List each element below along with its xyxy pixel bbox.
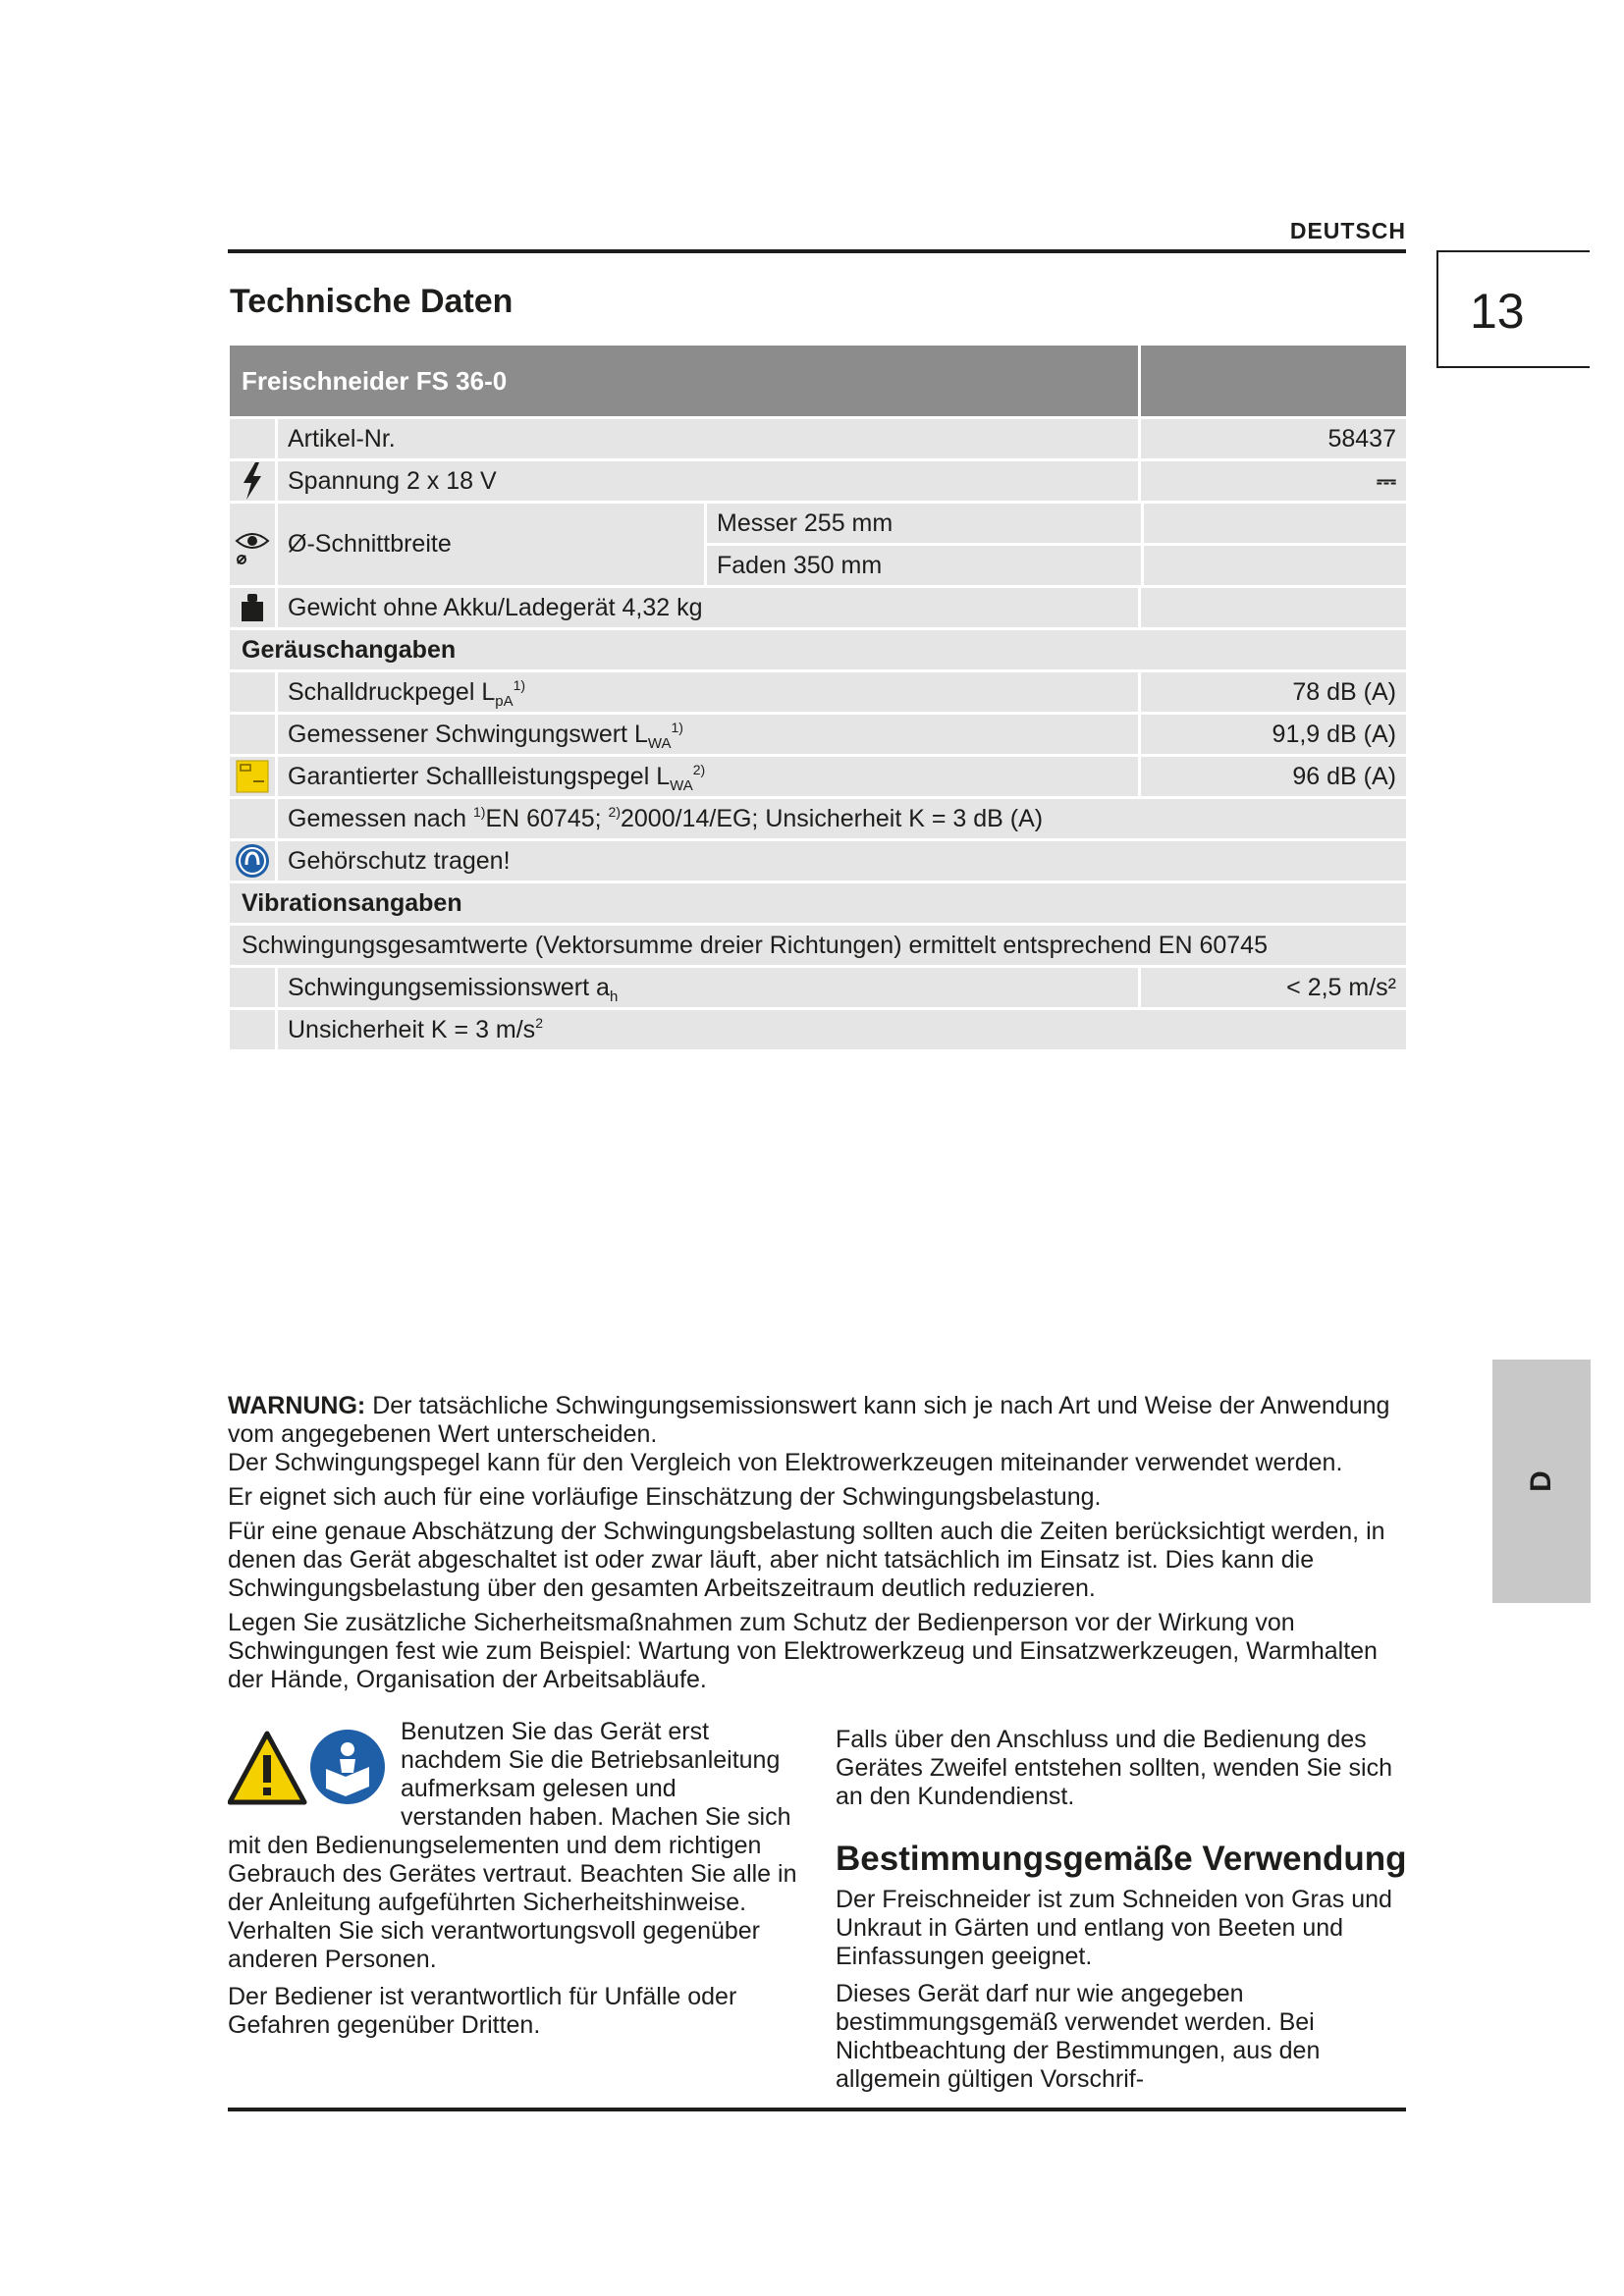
bottom-rule [228, 2108, 1406, 2111]
measured-value: 91,9 dB (A) [1272, 721, 1396, 748]
table-row [230, 461, 1406, 501]
table-row [230, 926, 1406, 965]
table-header [230, 346, 1406, 416]
warning-paragraph: Legen Sie zusätzliche Sicherheitsmaßnahmen zum Schutz der Bedienperson vor der Wirkung von Schwingungen fest wie zum Beispiel: Wartung von Elektrowerkzeug und Einsatzwerkzeugen, Warmhalten der Hände, Organisation der Arbeitsabläufe. [228, 1609, 1378, 1693]
table-row: Garantierter Schallleistungspegel $L_{WA}^{2)}$ 96 dB (A) [230, 757, 1406, 796]
table-row [230, 799, 1406, 838]
voltage-label: Spannung 2 x 18 V [278, 461, 1141, 501]
warning-text: Der tatsächliche Schwingungsemissionswert kann sich je nach Art und Weise der Anwendung vom angegebenen Wert unterscheiden. [228, 1392, 1390, 1448]
spl-value: 78 dB (A) [1292, 678, 1396, 706]
noise-label-sticker-icon [230, 757, 278, 796]
hearing-protection-icon [230, 841, 278, 881]
read-manual-icon [310, 1730, 385, 1804]
warning-triangle-icon [230, 1734, 304, 1802]
language-label: DEUTSCH [1289, 218, 1406, 243]
vibration-heading: Vibrationsangaben [242, 889, 462, 917]
language-side-tab [1492, 1360, 1591, 1603]
warning-block: WARNUNG: Der tatsächliche Schwingungsemissionswert kann sich je nach Art und Weise der Anwendung vom angegebenen Wert unterscheiden. Der Schwingungspegel kann für den Vergleich von Elektrowerkzeugen miteinander verwendet werden. Er eignet sich auch für eine vorläufige Einschätzung der Schwingungsbelastung. Für eine genaue Abschätzung der Schwingungsbelastung sollten auch die Zeiten berücksichtigt werden, in denen das Gerät abgeschaltet ist oder zwar läuft, aber nicht tatsächlich im Einsatz ist. Dies kann die Schwingungsbelastung über den gesamten Arbeitszeitraum deutlich reduzieren. Legen Sie zusätzliche Sicherheitsmaßnahmen zum Schutz der Bedienperson vor der Wirkung von Schwingungen fest wie zum Beispiel: Wartung von Elektrowerkzeug und Einsatzwerkzeugen, Warmhalten der Hände, Organisation der Arbeitsabläufe. [228, 1392, 1411, 1700]
warning-prefix: WARNUNG: [228, 1392, 366, 1419]
left-paragraph: Der Bediener ist verantwortlich für Unfälle oder Gefahren gegenüber Dritten. [228, 1983, 737, 2039]
table-header-blank [1141, 346, 1406, 416]
left-paragraph: Benutzen Sie das Gerät erst nachdem Sie die Betriebsanleitung aufmerksam gelesen und verstanden haben. Machen Sie sich mit den Bedienungselementen und dem richtigen Gebrauch des Gerätes vertraut. Beachten Sie alle in der Anleitung aufgeführten Sicherheitshinweise. Verhalten Sie sich verantwortungsvoll gegenüber anderen Personen. [228, 1718, 797, 1973]
right-paragraph: Dieses Gerät darf nur wie angegeben bestimmungsgemäß verwendet werden. Bei Nichtbeachtung der Bestimmungen, aus den allgemein gültigen Vorschrif- [836, 1980, 1321, 2093]
table-row: Gemessener Schwingungswert $L_{WA}^{1)}$ 91,9 dB (A) [230, 715, 1406, 754]
tech-data-table [230, 346, 1406, 1049]
cut-blade-value: Messer 255 mm [707, 504, 1141, 543]
article-label: Artikel-Nr. [278, 419, 1141, 458]
right-column [836, 1726, 1410, 2103]
right-paragraph: Falls über den Anschluss und die Bedienung des Gerätes Zweifel entstehen sollten, wenden Sie sich an den Kundendienst. [836, 1726, 1392, 1810]
section-title: Technische Daten [230, 283, 514, 320]
warning-paragraph: Er eignet sich auch für eine vorläufige Einschätzung der Schwingungsbelastung. [228, 1483, 1102, 1511]
weight-label: Gewicht ohne Akku/Ladegerät 4,32 kg [278, 588, 1141, 627]
hearing-protection-label: Gehörschutz tragen! [288, 847, 511, 875]
table-row: Schwingungsemissionswert $a_h$ < 2,5 m/s² [230, 968, 1406, 1007]
article-value: 58437 [1327, 425, 1396, 453]
weight-icon [230, 588, 278, 627]
table-row: Schalldruckpegel $L_{pA}^{1)}$ 78 dB (A) [230, 672, 1406, 712]
left-column [228, 1718, 797, 2049]
top-rule [228, 249, 1406, 253]
vibration-total-label: Schwingungsgesamtwerte (Vektorsumme dreier Richtungen) ermittelt entsprechend EN 60745 [242, 932, 1268, 959]
right-paragraph: Der Freischneider ist zum Schneiden von Gras und Unkraut in Gärten und entlang von Beeten und Einfassungen geeignet. [836, 1886, 1392, 1970]
page-number: 13 [1436, 250, 1590, 368]
lightning-icon [230, 461, 278, 501]
noise-heading: Geräuschangaben [242, 636, 457, 664]
vib-emission-label: Schwingungsemissionswert a [288, 974, 610, 1001]
measured-label: Gemessener Schwingungswert L [288, 721, 648, 748]
measured-per-note: Gemessen nach $^{1)}$EN 60745; $^{2)}$2000/14/EG; Unsicherheit K = 3 dB (A) [288, 804, 1044, 832]
table-row-heading [230, 630, 1406, 669]
side-tab-label: D [1525, 1470, 1557, 1492]
table-row [230, 841, 1406, 881]
table-row [230, 419, 1406, 458]
intended-use-heading: Bestimmungsgemäße Verwendung [836, 1840, 1407, 1878]
table-row-cut-width [230, 504, 1406, 585]
guaranteed-value: 96 dB (A) [1292, 763, 1396, 790]
cut-width-label: Ø-Schnittbreite [278, 504, 707, 585]
table-title: Freischneider FS 36-0 [230, 346, 1141, 416]
spl-label: Schalldruckpegel L [288, 678, 496, 706]
cut-thread-value: Faden 350 mm [707, 546, 1141, 585]
warning-paragraph: Für eine genaue Abschätzung der Schwingungsbelastung sollten auch die Zeiten berücksichtigt werden, in denen das Gerät abgeschaltet ist oder zwar läuft, aber nicht tatsächlich im Einsatz ist. Dies kann die Schwingungsbelastung über den gesamten Arbeitszeitraum deutlich reduzieren. [228, 1518, 1385, 1602]
guaranteed-label: Garantierter Schallleistungspegel L [288, 763, 671, 790]
uncertainty-label: Unsicherheit K = 3 m/s [288, 1016, 536, 1043]
dc-symbol-icon: ⎓ [1377, 467, 1396, 495]
table-row [230, 588, 1406, 627]
table-row: Unsicherheit K = 3 $m/s^2$ [230, 1010, 1406, 1049]
table-row-heading [230, 883, 1406, 923]
vib-emission-value: < 2,5 m/s² [1286, 974, 1396, 1001]
eye-diameter-icon [230, 504, 278, 585]
